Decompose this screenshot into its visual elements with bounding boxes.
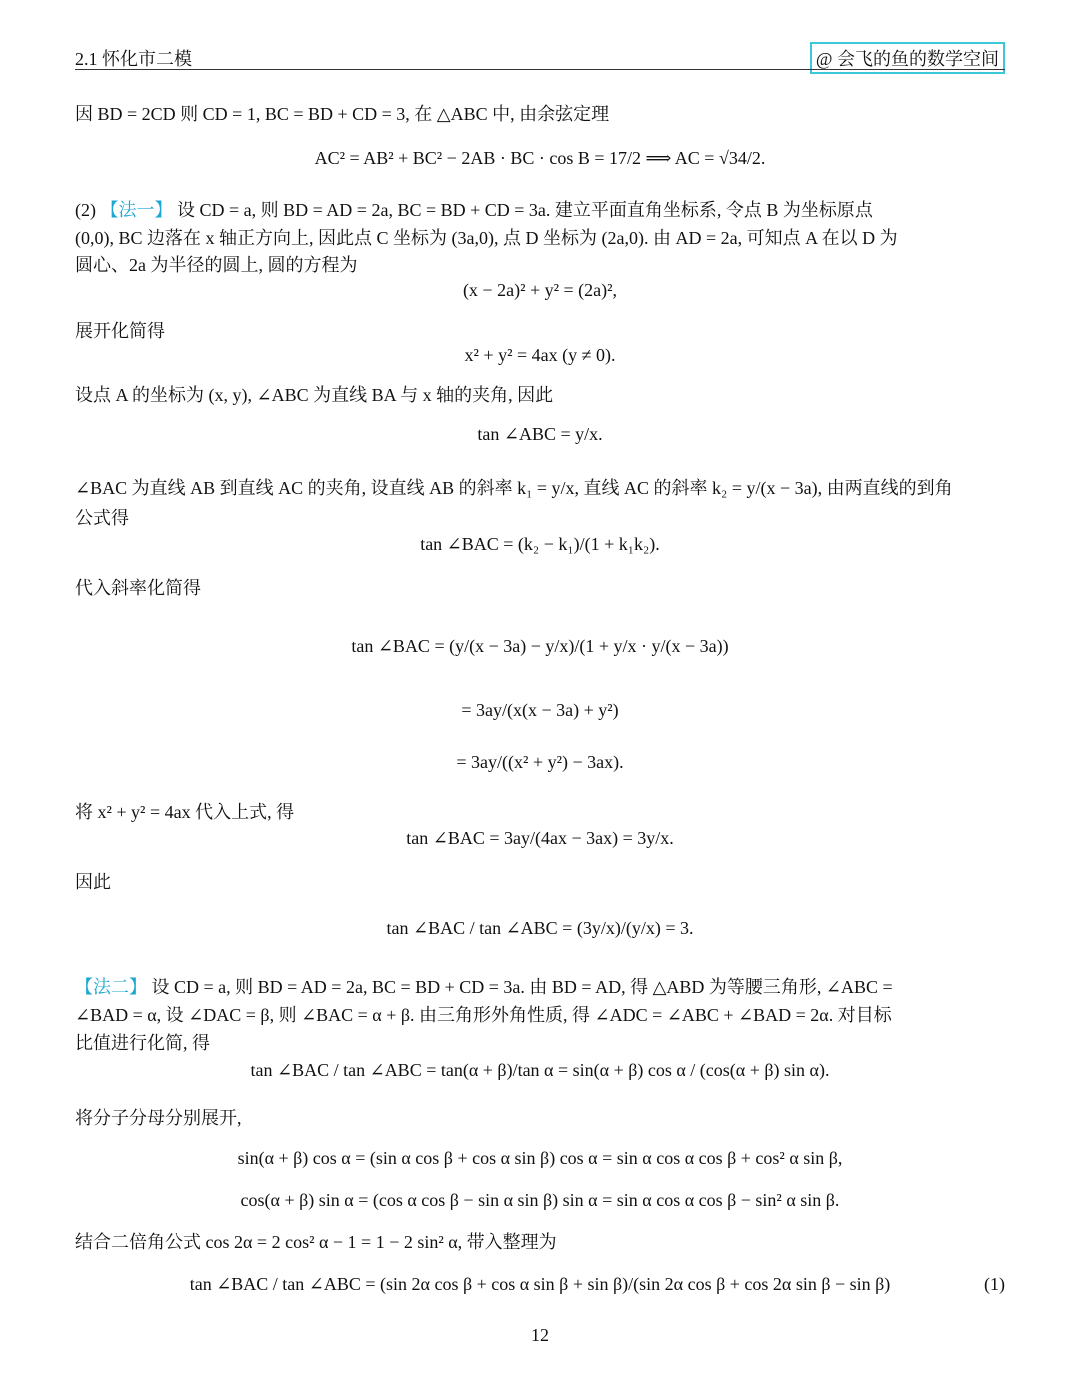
equation: (x − 2a)² + y² = (2a)², — [462, 280, 618, 300]
equation: tan ∠BAC / tan ∠ABC = (3y/x)/(y/x) = 3. — [386, 918, 694, 938]
paragraph: 代入斜率化简得 — [75, 578, 201, 598]
equation-number: (1) — [984, 1274, 1005, 1294]
part-label: (2) — [75, 200, 96, 220]
paragraph: 结合二倍角公式 cos 2α = 2 cos² α − 1 = 1 − 2 sin² α, 带入整理为 — [75, 1232, 557, 1252]
method-tag: 【法二】 — [75, 977, 147, 997]
equation: tan ∠BAC / tan ∠ABC = tan(α + β)/tan α = sin(α + β) cos α / (cos(α + β) sin α). — [250, 1060, 830, 1080]
paragraph — [75, 196, 1005, 222]
paragraph: 设点 A 的坐标为 (x, y), ∠ABC 为直线 BA 与 x 轴的夹角, 因此 — [75, 385, 554, 405]
equation: tan ∠BAC = (k₂ − k₁)/(1 + k₁k₂). — [420, 534, 660, 554]
method-tag: 【法一】 — [100, 200, 173, 220]
equation: = 3ay/((x² + y²) − 3ax). — [456, 752, 624, 772]
equation: AC² = AB² + BC² − 2AB · BC · cos B = 17/2 ⟹ AC = √34/2. — [314, 148, 766, 168]
equation: cos(α + β) sin α = (cos α cos β − sin α sin β) sin α = sin α cos α cos β − sin² α sin β. — [240, 1190, 840, 1210]
equation: tan ∠BAC / tan ∠ABC = (sin 2α cos β + cos α sin β + sin β)/(sin 2α cos β + cos 2α sin β − sin β) — [189, 1274, 891, 1294]
equation: tan ∠BAC = (y/(x − 3a) − y/x)/(1 + y/x · y/(x − 3a)) — [351, 636, 729, 656]
paragraph: 因 BD = 2CD 则 CD = 1, BC = BD + CD = 3, 在 △ABC 中, 由余弦定理 — [75, 104, 610, 124]
paragraph — [75, 973, 1005, 999]
equation: sin(α + β) cos α = (sin α cos β + cos α sin β) cos α = sin α cos α cos β + cos² α sin β, — [237, 1148, 843, 1168]
equation: tan ∠BAC = 3ay/(4ax − 3ax) = 3y/x. — [406, 828, 674, 848]
equation: tan ∠ABC = y/x. — [477, 424, 603, 444]
watermark-link[interactable]: @ 会飞的鱼的数学空间 — [810, 42, 1005, 74]
paragraph-text: 设 CD = a, 则 BD = AD = 2a, BC = BD + CD = 3a. 由 BD = AD, 得 △ABD 为等腰三角形, ∠ABC = — [151, 977, 893, 997]
paragraph: ∠BAC 为直线 AB 到直线 AC 的夹角, 设直线 AB 的斜率 k₁ = y/x, 直线 AC 的斜率 k₂ = y/(x − 3a), 由两直线的到角 — [75, 478, 953, 498]
equation: x² + y² = 4ax (y ≠ 0). — [464, 345, 616, 365]
paragraph: (0,0), BC 边落在 x 轴正方向上, 因此点 C 坐标为 (3a,0), 点 D 坐标为 (2a,0). 由 AD = 2a, 可知点 A 在以 D 为 — [75, 228, 898, 248]
paragraph: 圆心、2a 为半径的圆上, 圆的方程为 — [75, 255, 358, 275]
paragraph-text: 设 CD = a, 则 BD = AD = 2a, BC = BD + CD = 3a. 建立平面直角坐标系, 令点 B 为坐标原点 — [177, 200, 873, 220]
paragraph: 展开化简得 — [75, 321, 165, 341]
section-title: 2.1 怀化市二模 — [75, 49, 192, 69]
paragraph: 将分子分母分别展开, — [75, 1108, 242, 1128]
paragraph: ∠BAD = α, 设 ∠DAC = β, 则 ∠BAC = α + β. 由三角形外角性质, 得 ∠ADC = ∠ABC + ∠BAD = 2α. 对目标 — [75, 1005, 892, 1025]
page-number: 12 — [531, 1325, 549, 1345]
paragraph: 将 x² + y² = 4ax 代入上式, 得 — [75, 802, 295, 822]
header-rule — [75, 69, 1005, 70]
equation: = 3ay/(x(x − 3a) + y²) — [461, 700, 619, 720]
paragraph: 比值进行化简, 得 — [75, 1033, 210, 1053]
paragraph: 公式得 — [75, 508, 129, 528]
paragraph: 因此 — [75, 872, 111, 892]
